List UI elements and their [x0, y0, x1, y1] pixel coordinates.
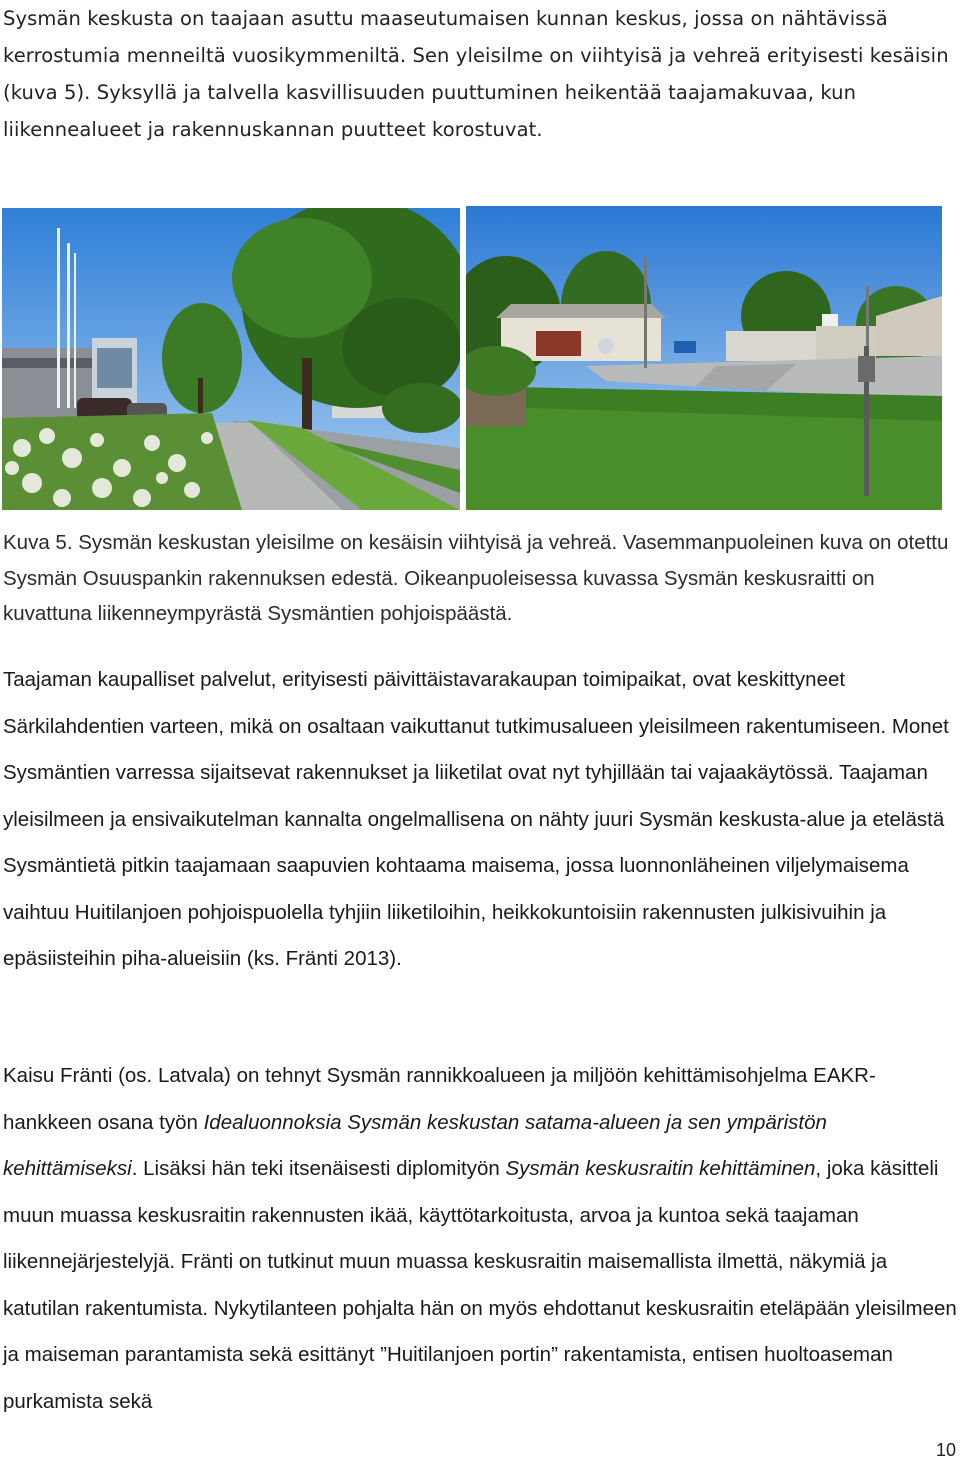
- figure-caption: [3, 525, 953, 632]
- photo-street-left: [2, 208, 460, 510]
- street-photo-image: [2, 208, 460, 510]
- paragraph-1-text: Taajaman kaupalliset palvelut, erityisesti päivittäistavarakaupan toimipaikat, ovat keskittyneet Särkilahdentien varteen, mikä on osaltaan vaikuttanut tutkimusalueen yleisilmeen rakentumiseen. Monet Sysmäntien varressa sijaitsevat rakennukset ja liiketilat ovat nyt tyhjillään tai vajaakäytössä. Taajaman yleisilmeen ja ensivaikutelman kannalta ongelmallisena on nähty juuri Sysmän keskusta-alue ja etelästä Sysmäntietä pitkin taajamaan saapuvien kohtaama maisema, jossa luonnonläheinen viljelymaisema vaihtuu Huitilanjoen pohjoispuolella tyhjiin liiketiloihin, heikkokuntoisiin rakennusten julkisivuihin ja epäsiisteihin piha-alueisiin (ks. Fränti 2013).: [3, 668, 949, 970]
- photo-roundabout-right: [466, 206, 942, 510]
- paragraph-2-part-1: Kaisu Fränti (os. Latvala) on tehnyt Sysmän rannikkoalueen ja miljöön kehittämisohjelma EAKR-hankkeen osana työn: [3, 1064, 876, 1134]
- page-number: 10: [935, 1440, 956, 1460]
- paragraph-2-part-3: , joka käsitteli muun muassa keskusraitin rakennusten ikää, käyttötarkoitusta, arvoa ja kuntoa sekä taajaman liikennejärjestelyjä. Fränti on tutkinut muun muassa keskusraitin maisemallista ilmettä, näkymiä ja katutilan rakentumista. Nykytilanteen pohjalta hän on myös ehdottanut keskusraitin eteläpään yleisilmeen ja maiseman parantamista sekä esittänyt ”Huitilanjoen portin” rakentamista, entisen huoltoaseman purkamista sekä: [3, 1157, 957, 1413]
- work-title-idealuonnoksia: Idealuonnoksia Sysmän keskustan satama-alueen ja sen ympäristön kehittämiseksi: [3, 1110, 827, 1180]
- paragraph-franti-work: [3, 1053, 958, 1425]
- paragraph-2-part-2: . Lisäksi hän teki itsenäisesti diplomityön: [131, 1157, 506, 1180]
- paragraph-2-text: [3, 1053, 958, 1425]
- paragraph-commercial-services: [3, 657, 958, 983]
- intro-text: Sysmän keskusta on taajaan asuttu maaseutumaisen kunnan keskus, jossa on nähtävissä kerrostumia menneiltä vuosikymmeniltä. Sen yleisilme on viihtyisä ja vehreä erityisesti kesäisin (kuva 5). Syksyllä ja talvella kasvillisuuden puuttuminen heikentää taajamakuvaa, kun liikennealueet ja rakennuskannan puutteet korostuvat.: [3, 7, 949, 141]
- caption-text: Kuva 5. Sysmän keskustan yleisilme on kesäisin viihtyisä ja vehreä. Vasemmanpuoleinen kuva on otettu Sysmän Osuuspankin rakennuksen edestä. Oikeanpuoleisessa kuvassa Sysmän keskusraitti on kuvattuna liikenneympyrästä Sysmäntien pohjoispäästä.: [3, 531, 949, 625]
- work-title-diplomityo: Sysmän keskusraitin kehittäminen: [505, 1157, 816, 1180]
- roundabout-photo-image: [466, 206, 942, 510]
- intro-paragraph: [3, 0, 953, 148]
